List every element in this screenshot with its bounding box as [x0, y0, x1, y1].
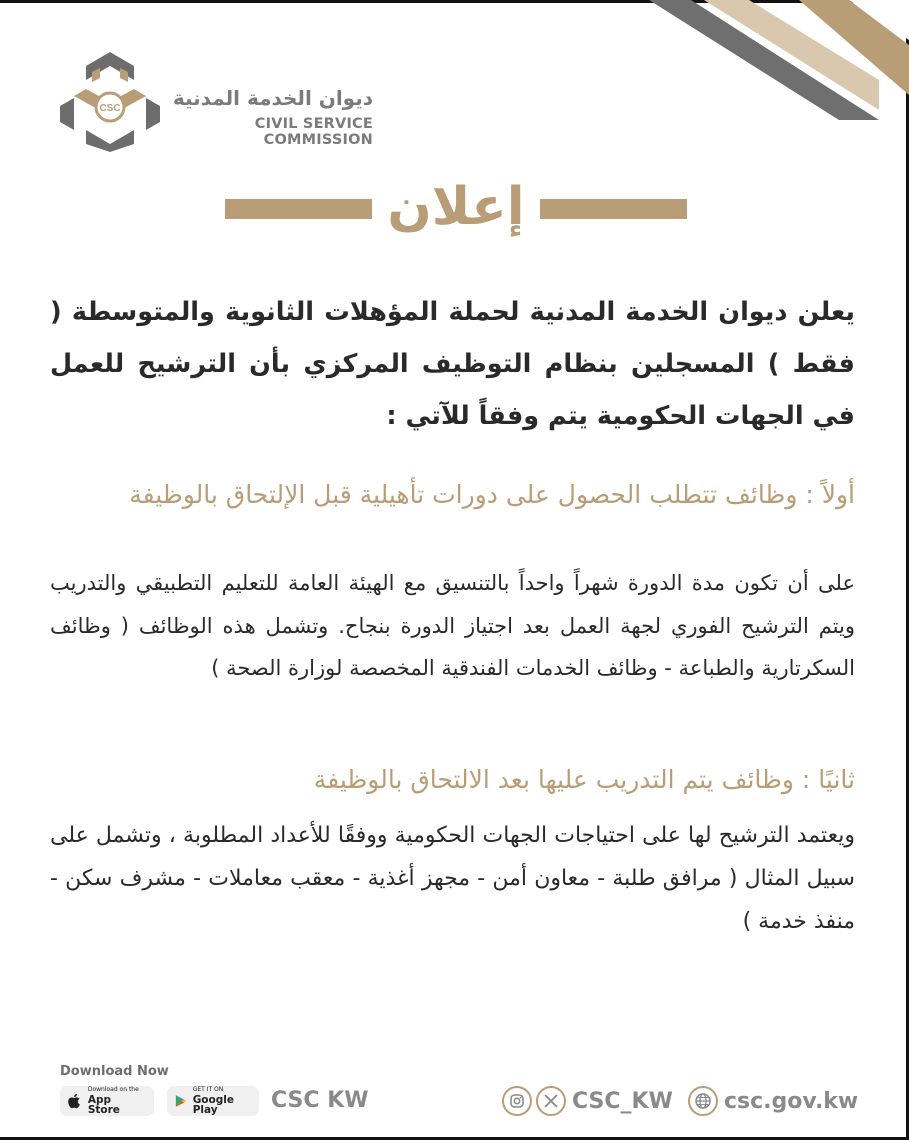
globe-icon: [688, 1086, 718, 1116]
social-links: [502, 1083, 673, 1119]
section-first-body: على أن تكون مدة الدورة شهراً واحداً بالتنسيق مع الهيئة العامة للتعليم التطبيقي والتدريب ويتم الترشيح الفوري لجهة العمل بعد اجتياز الدورة بنجاح. وتشمل هذه الوظائف ( وظائف السكرتارية والطباعة - وظائف الخدمات الفندقية المخصصة لوزارة الصحة ): [50, 571, 855, 680]
announcement-title: إعلان: [387, 177, 525, 237]
app-store-label: App Store: [87, 1093, 120, 1116]
app-name-label: CSC KW: [271, 1088, 369, 1113]
logo-badge-text: CSC: [99, 103, 121, 114]
section-second-body: ويعتمد الترشيح لها على احتياجات الجهات الحكومية ووفقًا للأعداد المطلوبة ، وتشمل على سبيل المثال ( مرافق طلبة - معاون أمن - مجهز أغذية - معقب معاملات - مشرف سكن - منفذ خدمة ): [50, 823, 855, 934]
logo-title-english: CIVIL SERVICE COMMISSION: [254, 116, 373, 148]
logo-title-arabic: ديوان الخدمة المدنية: [172, 86, 373, 110]
title-bar-right: [540, 199, 687, 219]
google-play-label: Google Play: [192, 1093, 234, 1116]
section-second-heading: ثانيًا : وظائف يتم التدريب عليها بعد الالتحاق بالوظيفة: [313, 765, 855, 794]
apple-icon: [68, 1093, 82, 1109]
title-bar-left: [225, 199, 372, 219]
corner-decoration: [649, 0, 909, 150]
website-link[interactable]: [688, 1083, 858, 1119]
app-store-small-text: Download on the: [87, 1085, 139, 1093]
website-url[interactable]: csc.gov.kw: [724, 1088, 859, 1114]
social-handle[interactable]: CSC_KW: [572, 1088, 673, 1114]
google-play-button[interactable]: [167, 1086, 259, 1116]
google-play-small-text: GET IT ON: [192, 1085, 224, 1093]
csc-logo-icon: [56, 50, 164, 154]
instagram-icon[interactable]: [502, 1086, 532, 1116]
x-twitter-icon[interactable]: [536, 1086, 566, 1116]
app-store-button[interactable]: [60, 1086, 154, 1116]
download-label: Download Now: [60, 1064, 169, 1079]
google-play-icon: [175, 1093, 187, 1109]
intro-paragraph: يعلن ديوان الخدمة المدنية لحملة المؤهلات الثانوية والمتوسطة ( فقط ) المسجلين بنظام التوظيف المركزي بأن الترشيح للعمل في الجهات الحكومية يتم وفقاً للآتي :: [50, 297, 855, 431]
section-first-heading: أولاً : وظائف تتطلب الحصول على دورات تأهيلية قبل الإلتحاق بالوظيفة: [129, 480, 855, 509]
